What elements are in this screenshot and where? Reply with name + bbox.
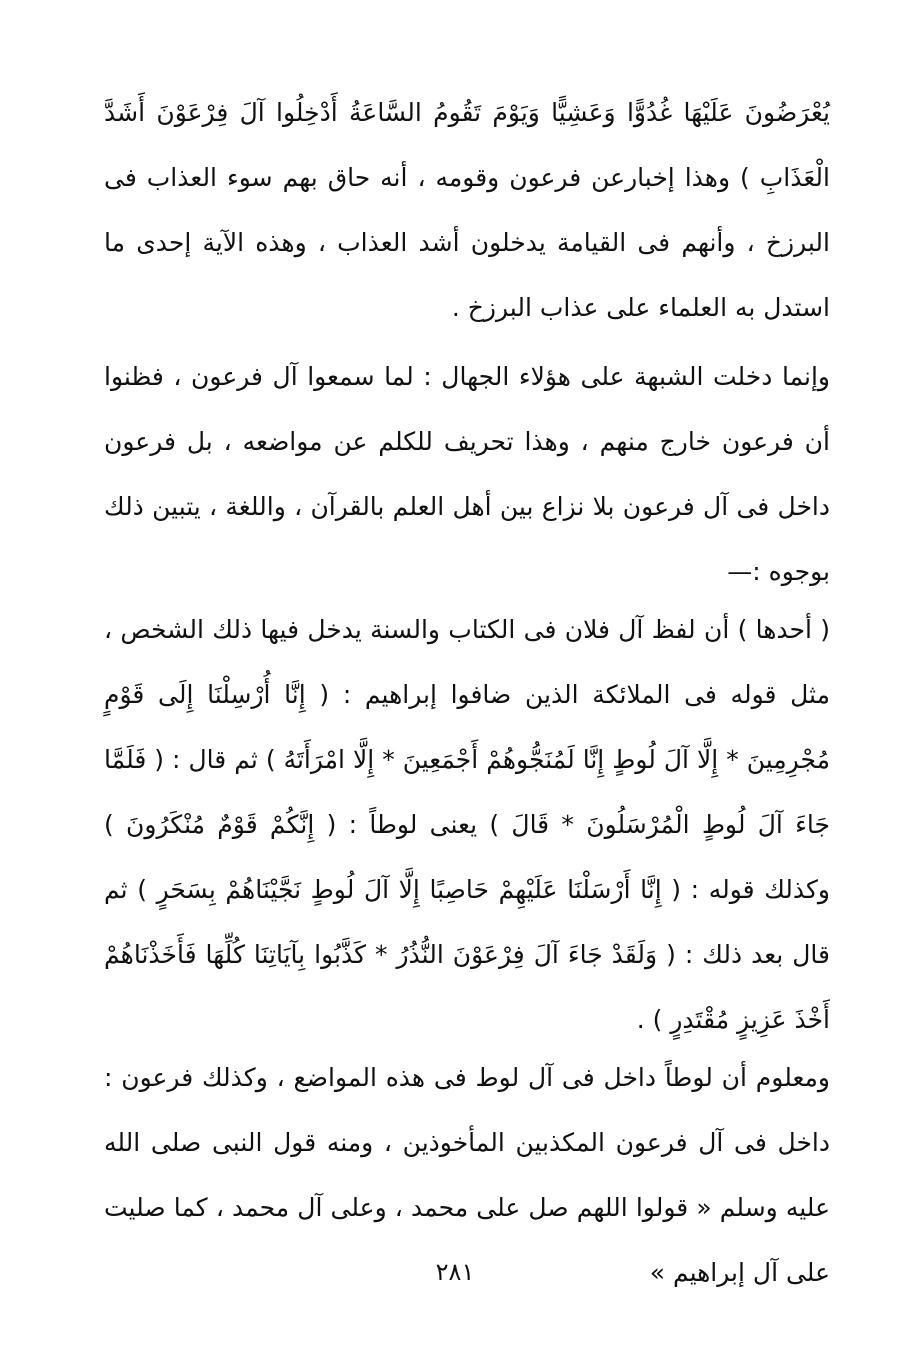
page-number: ٢٨١: [435, 1258, 475, 1286]
paragraph-2: وإنما دخلت الشبهة على هؤلاء الجهال : لما سمعوا آل فرعون ، فظنوا أن فرعون خارج منهم ، وهذا تحريف للكلم عن مواضعه ، بل فرعون داخل فى آل فرعون بلا نزاع بين أهل العلم بالقرآن ، واللغة ، يتبين ذلك بوجوه :—: [104, 362, 830, 586]
paragraph-3: ( أحدها ) أن لفظ آل فلان فى الكتاب والسنة يدخل فيها ذلك الشخص ، مثل قوله فى الملائكة الذين ضافوا إبراهيم : ( إِنَّا أُرْسِلْنَا إِلَى قَوْمٍ مُجْرِمِينَ * إِلَّا آلَ لُوطٍ إِنَّا لَمُنَجُّوهُمْ أَجْمَعِينَ * إِلَّا امْرَأَتَهُ ) ثم قال : ( فَلَمَّا جَاءَ آلَ لُوطٍ الْمُرْسَلُونَ * قَالَ ) يعنى لوطاً : ( إِنَّكُمْ قَوْمٌ مُنْكَرُونَ ) وكذلك قوله : ( إِنَّا أَرْسَلْنَا عَلَيْهِمْ حَاصِبًا إِلَّا آلَ لُوطٍ نَجَّيْنَاهُمْ بِسَحَرٍ ) ثم قال بعد ذلك : ( وَلَقَدْ جَاءَ آلَ فِرْعَوْنَ النُّذُرُ * كَذَّبُوا بِآيَاتِنَا كُلِّهَا فَأَخَذْنَاهُمْ أَخْذَ عَزِيزٍ مُقْتَدِرٍ ) .: [104, 615, 830, 1034]
paragraph-1: يُعْرَضُونَ عَلَيْهَا غُدُوًّا وَعَشِيًّا وَيَوْمَ تَقُومُ السَّاعَةُ أَدْخِلُوا آلَ فِرْعَوْنَ أَشَدَّ الْعَذَابِ ) وهذا إخبارعن فرعون وقومه ، أنه حاق بهم سوء العذاب فى البرزخ ، وأنهم فى القيامة يدخلون أشد العذاب ، وهذه الآية إحدى ما استدل به العلماء على عذاب البرزخ .: [104, 98, 830, 322]
paragraph-4: ومعلوم أن لوطاً داخل فى آل لوط فى هذه المواضع ، وكذلك فرعون : داخل فى آل فرعون المكذبين المأخوذين ، ومنه قول النبى صلى الله عليه وسلم « قولوا اللهم صل على محمد ، وعلى آل محمد ، كما صليت على آل إبراهيم »: [104, 1063, 830, 1287]
